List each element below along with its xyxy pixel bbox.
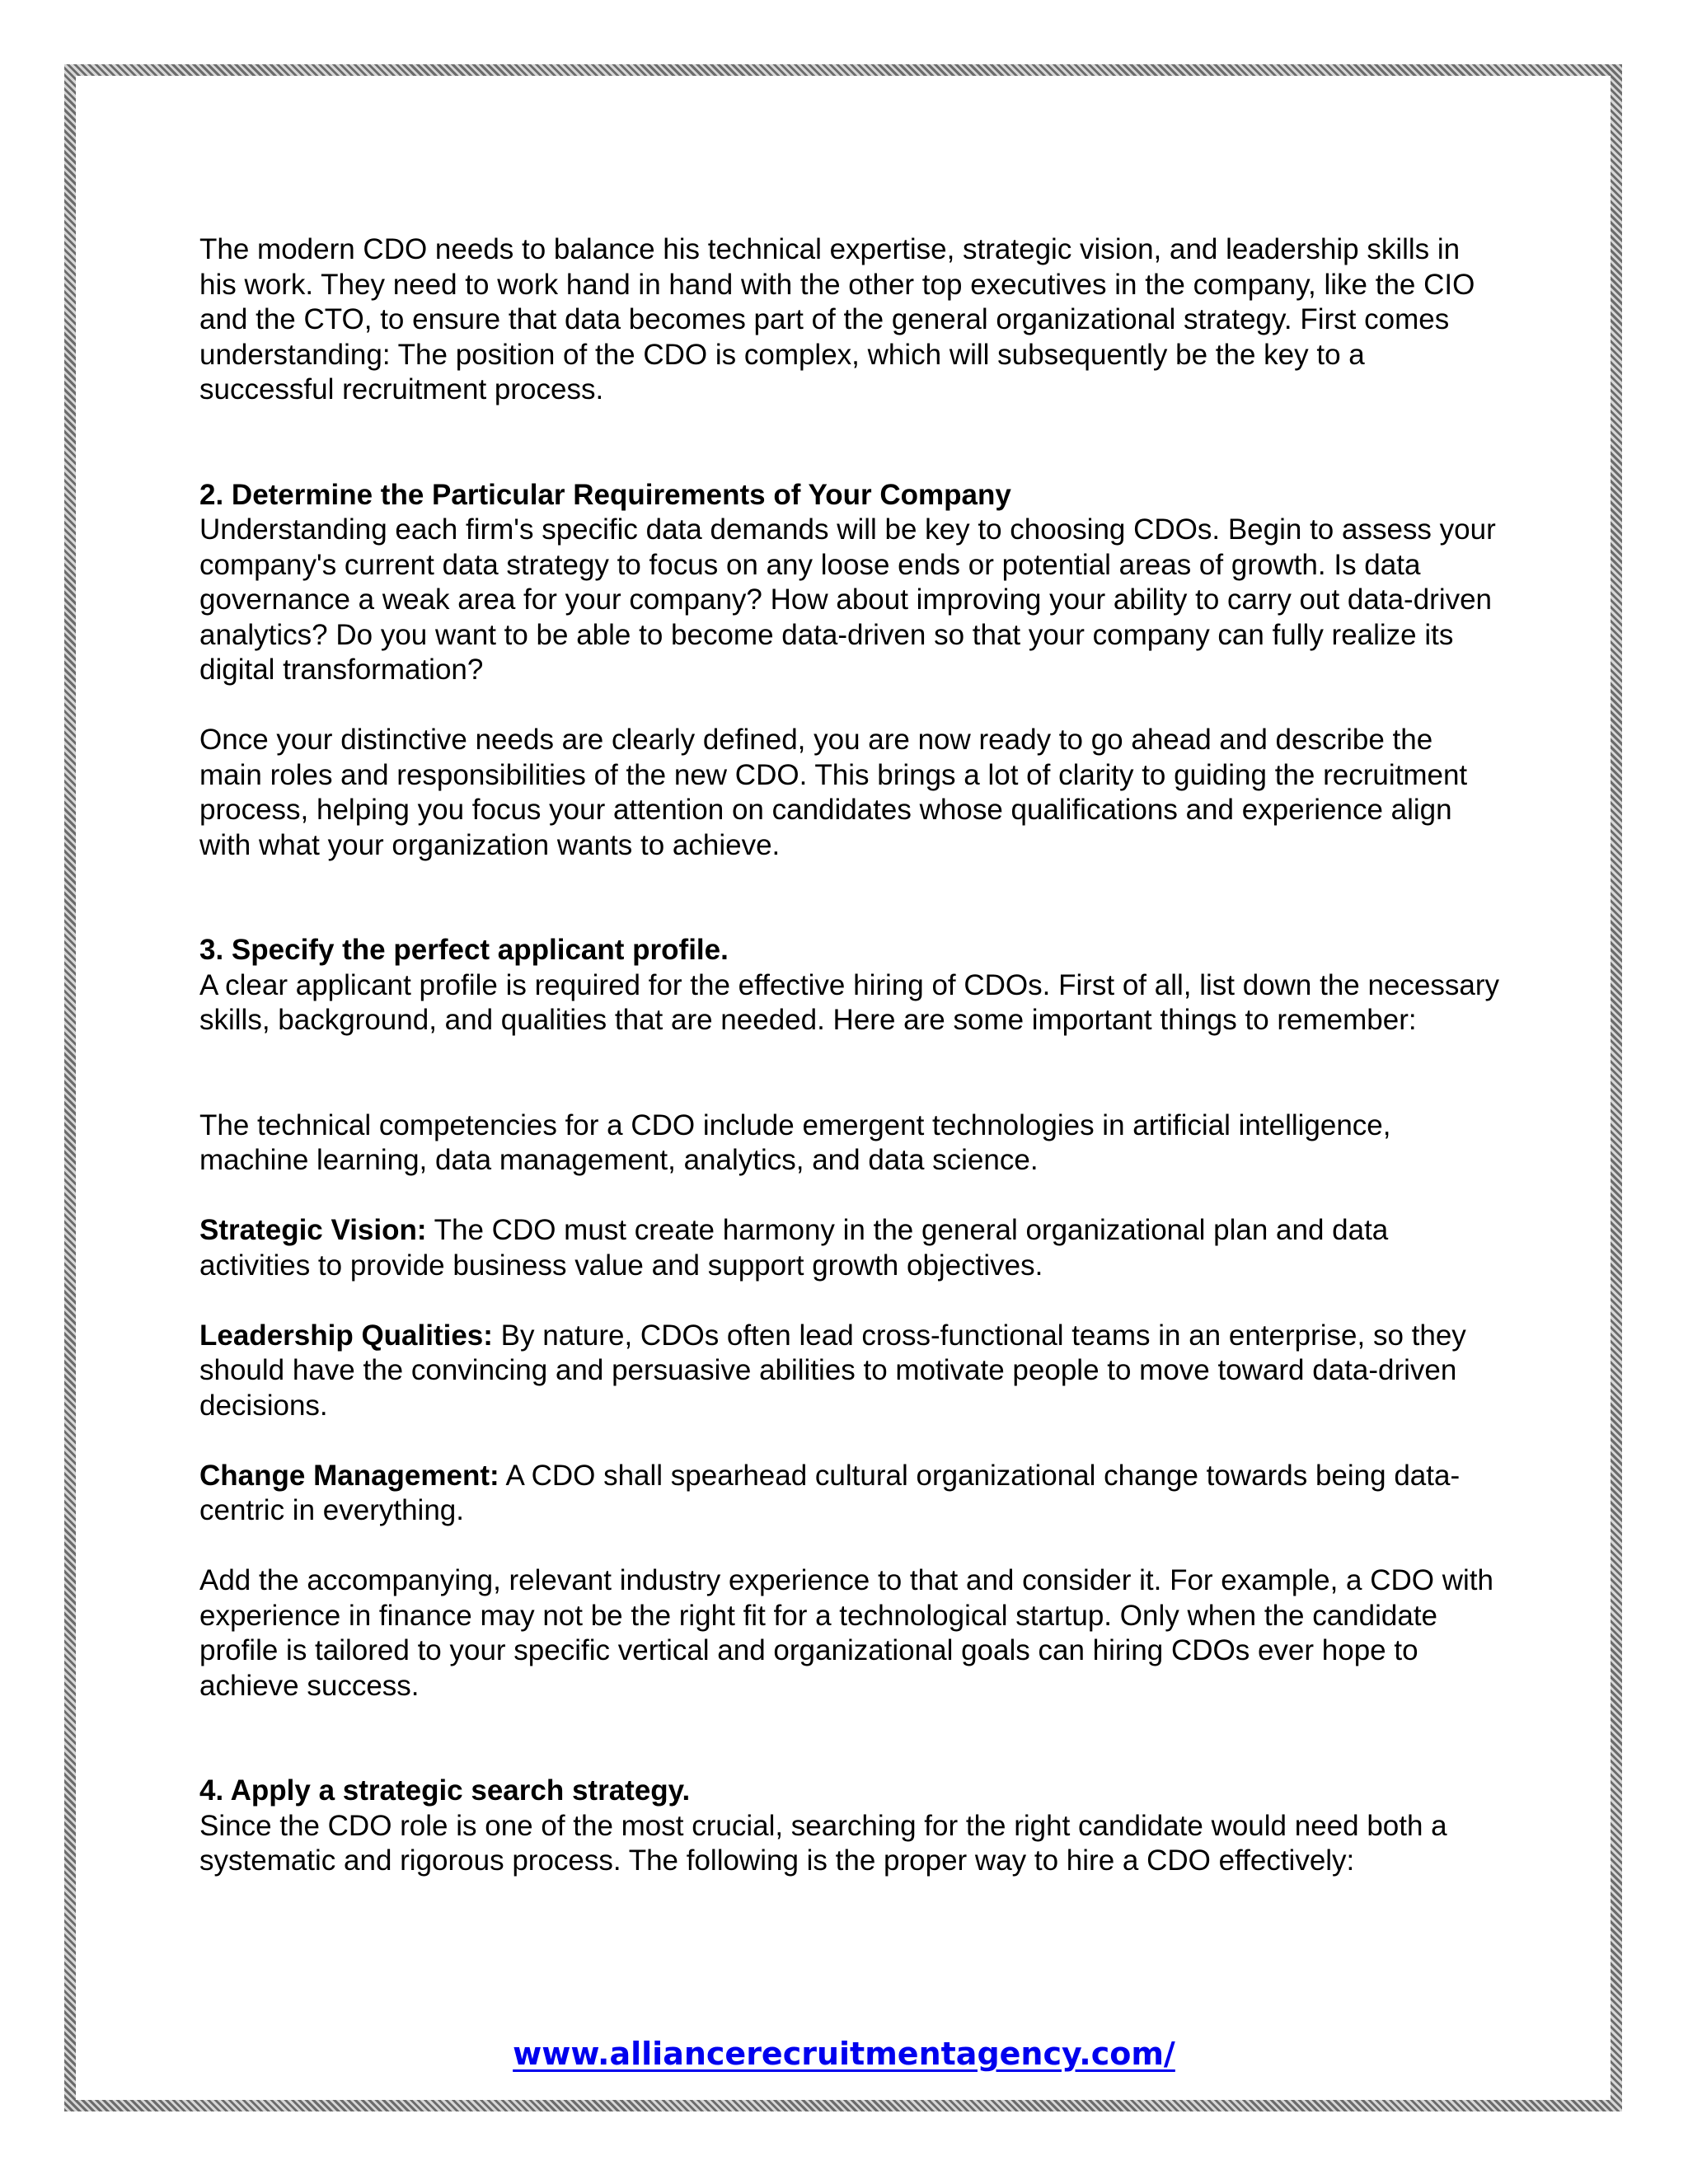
section-2-paragraph-2: Once your distinctive needs are clearly defined, you are now ready to go ahead and describe the main roles and responsibilities of the new CDO. This brings a lot of clarity to guiding the recruitment process, helping you focus your attention on candidates whose qualifications and experience align with what your organization wants to achieve. bbox=[199, 724, 1468, 861]
section-3-heading: 3. Specify the perfect applicant profile. bbox=[199, 934, 729, 966]
section-4-heading: 4. Apply a strategic search strategy. bbox=[199, 1774, 691, 1807]
document-body bbox=[199, 232, 1502, 1879]
website-link[interactable]: www.alliancerecruitmentagency.com/ bbox=[513, 2036, 1175, 2072]
technical-competencies-paragraph: The technical competencies for a CDO include emergent technologies in artificial intelligence, machine learning, data management, analytics, and data science. bbox=[199, 1108, 1391, 1176]
change-management-paragraph bbox=[199, 1459, 1502, 1529]
change-management-label: Change Management: bbox=[199, 1459, 499, 1492]
strategic-vision-label: Strategic Vision: bbox=[199, 1214, 427, 1246]
leadership-qualities-label: Leadership Qualities: bbox=[199, 1319, 493, 1352]
strategic-vision-paragraph bbox=[199, 1213, 1502, 1283]
leadership-qualities-text: By nature, CDOs often lead cross-functional teams in an enterprise, so they should have the convincing and persuasive abilities to motivate people to move toward data-driven decisions. bbox=[199, 1319, 1466, 1422]
section-3-paragraph-1: A clear applicant profile is required for the effective hiring of CDOs. First of all, list down the necessary skills, background, and qualities that are needed. Here are some important things to remember: bbox=[199, 968, 1500, 1036]
change-management-text: A CDO shall spearhead cultural organizational change towards being data-centric in everything. bbox=[199, 1459, 1461, 1526]
industry-experience-paragraph: Add the accompanying, relevant industry experience to that and consider it. For example, a CDO with experience in finance may not be the right fit for a technological startup. Only when the candidate profile is tailored to your specific vertical and organizational goals can hiring CDOs ever hope to achieve success. bbox=[199, 1564, 1493, 1702]
strategic-vision-text: The CDO must create harmony in the general organizational plan and data activities to provide business value and support growth objectives. bbox=[199, 1214, 1389, 1282]
leadership-qualities-paragraph bbox=[199, 1319, 1502, 1424]
section-4-paragraph-1: Since the CDO role is one of the most crucial, searching for the right candidate would need both a systematic and rigorous process. The following is the proper way to hire a CDO effectively: bbox=[199, 1809, 1447, 1877]
intro-paragraph: The modern CDO needs to balance his technical expertise, strategic vision, and leadership skills in his work. They need to work hand in hand with the other top executives in the company, like the CIO and the CTO, to ensure that data becomes part of the general organizational strategy. First comes understanding: The position of the CDO is complex, which will subsequently be the key to a successful recruitment process. bbox=[199, 233, 1475, 405]
section-2-paragraph-1: Understanding each firm's specific data demands will be key to choosing CDOs. Begin to assess your company's current data strategy to focus on any loose ends or potential areas of growth. Is data governance a weak area for your company? How about improving your ability to carry out data-driven analytics? Do you want to be able to become data-driven so that your company can fully realize its digital transformation? bbox=[199, 513, 1496, 686]
section-2-heading: 2. Determine the Particular Requirements of Your Company bbox=[199, 478, 1011, 511]
